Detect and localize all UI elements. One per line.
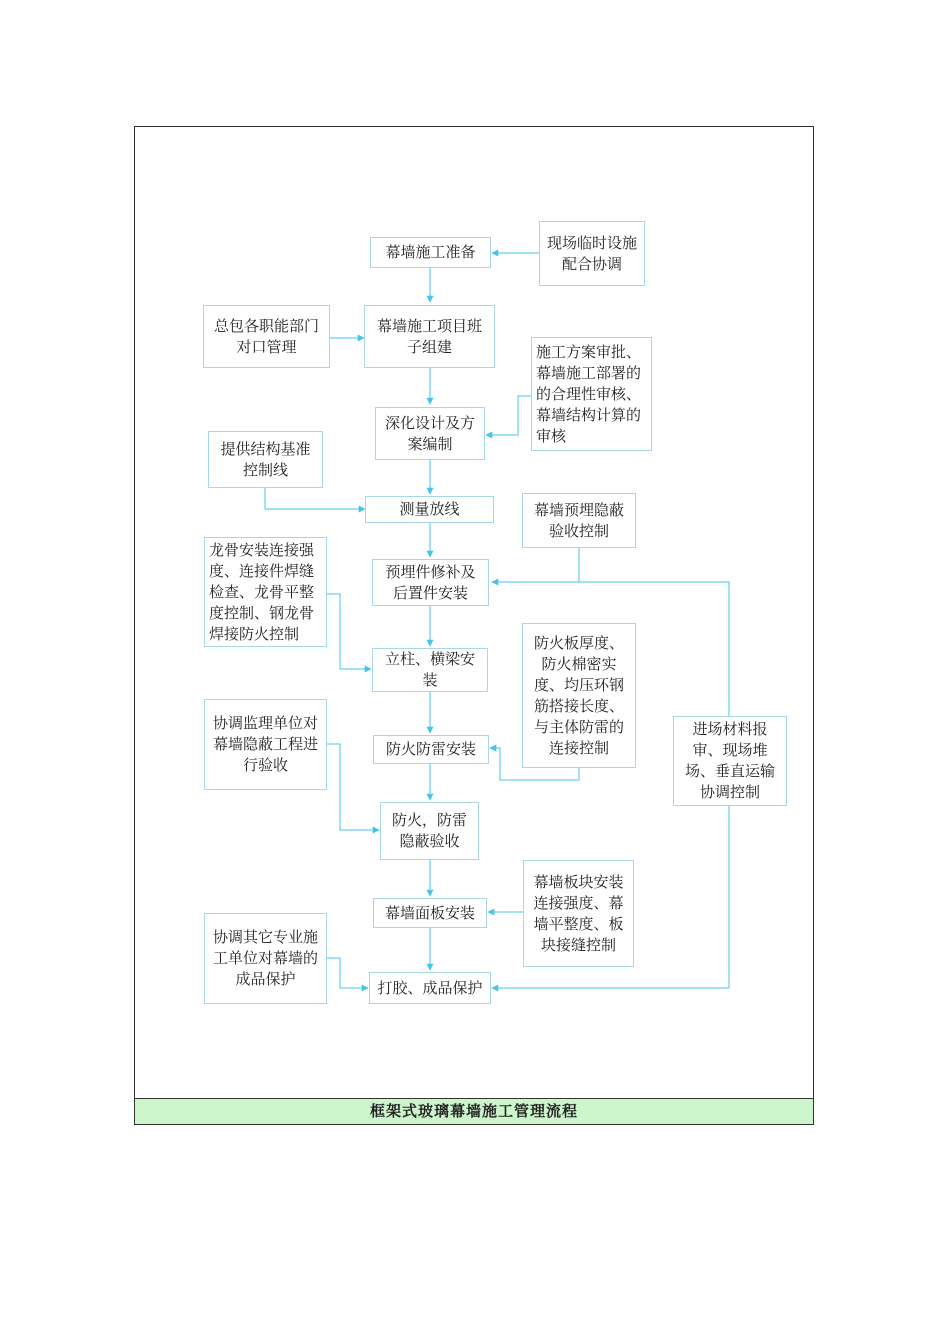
step-survey-layout: [365, 496, 494, 523]
step-concealed-acceptance: [380, 802, 479, 860]
note-text: 幕墙板块安装 连接强度、幕 墙平整度、板 块接缝控制: [533, 872, 624, 954]
note-text: 现场临时设施 配合协调: [546, 233, 637, 273]
step-embedded-parts: [372, 559, 489, 606]
note-text: 龙骨安装连接强 度、连接件焊缝 检查、龙骨平整 度控制、钢龙骨 焊接防火控制: [209, 540, 315, 643]
step-label: 立柱、横梁安 装: [384, 650, 475, 689]
step-label: 幕墙施工准备: [385, 243, 476, 261]
note-material-coordination: [673, 716, 787, 806]
note-panel-control: [523, 860, 634, 967]
step-label: 深化设计及方 案编制: [384, 413, 475, 453]
flow-arrow: [327, 744, 379, 830]
step-label: 测量放线: [399, 500, 460, 518]
note-product-protection: [204, 913, 327, 1004]
step-sealing-protection: [369, 972, 491, 1004]
step-detailed-design: [375, 407, 485, 460]
step-curtain-wall-prep: [370, 237, 491, 268]
step-label: 防火，防雷 隐蔽验收: [391, 811, 467, 850]
note-text: 进场材料报 审、现场堆 场、垂直运输 协调控制: [684, 720, 775, 801]
step-fire-lightning-install: [373, 735, 489, 764]
flow-arrow: [486, 396, 531, 435]
note-text: 协调监理单位对 幕墙隐蔽工程进 行验收: [212, 714, 318, 774]
note-structural-baseline: [208, 431, 323, 488]
step-label: 预埋件修补及 后置件安装: [385, 562, 476, 602]
note-supervision-acceptance: [204, 699, 327, 790]
step-team-setup: [364, 305, 495, 368]
flow-arrow: [327, 594, 371, 669]
step-panel-install: [373, 898, 487, 928]
note-text: 总包各职能部门 对口管理: [213, 316, 319, 356]
note-text: 提供结构基准 控制线: [220, 439, 311, 479]
step-label: 幕墙施工项目班 子组建: [376, 316, 482, 356]
note-general-contractor: [203, 305, 330, 368]
flow-arrow: [327, 958, 368, 988]
note-text: 施工方案审批、 幕墙施工部署的 的合理性审核、 幕墙结构计算的 审核: [536, 342, 642, 445]
note-text: 防火板厚度、 防火棉密实 度、均压环钢 筋搭接长度、 与主体防雷的 连接控制: [533, 633, 624, 757]
step-mullion-transom: [372, 648, 488, 692]
flow-arrow: [265, 488, 365, 509]
note-temporary-facilities: [539, 221, 645, 286]
note-text: 幕墙预埋隐蔽 验收控制: [533, 500, 624, 540]
note-embedded-acceptance: [522, 493, 636, 548]
step-label: 幕墙面板安装: [384, 903, 475, 922]
note-text: 协调其它专业施 工单位对幕墙的 成品保护: [212, 928, 318, 988]
diagram-caption: 框架式玻璃幕墙施工管理流程: [134, 1098, 814, 1125]
note-plan-approval: [531, 337, 652, 451]
step-label: 防火防雷安装: [385, 740, 476, 758]
step-label: 打胶、成品保护: [377, 978, 483, 997]
flow-arrow: [492, 548, 579, 582]
note-fireproof-control: [522, 623, 636, 768]
note-keel-control: [204, 537, 327, 647]
